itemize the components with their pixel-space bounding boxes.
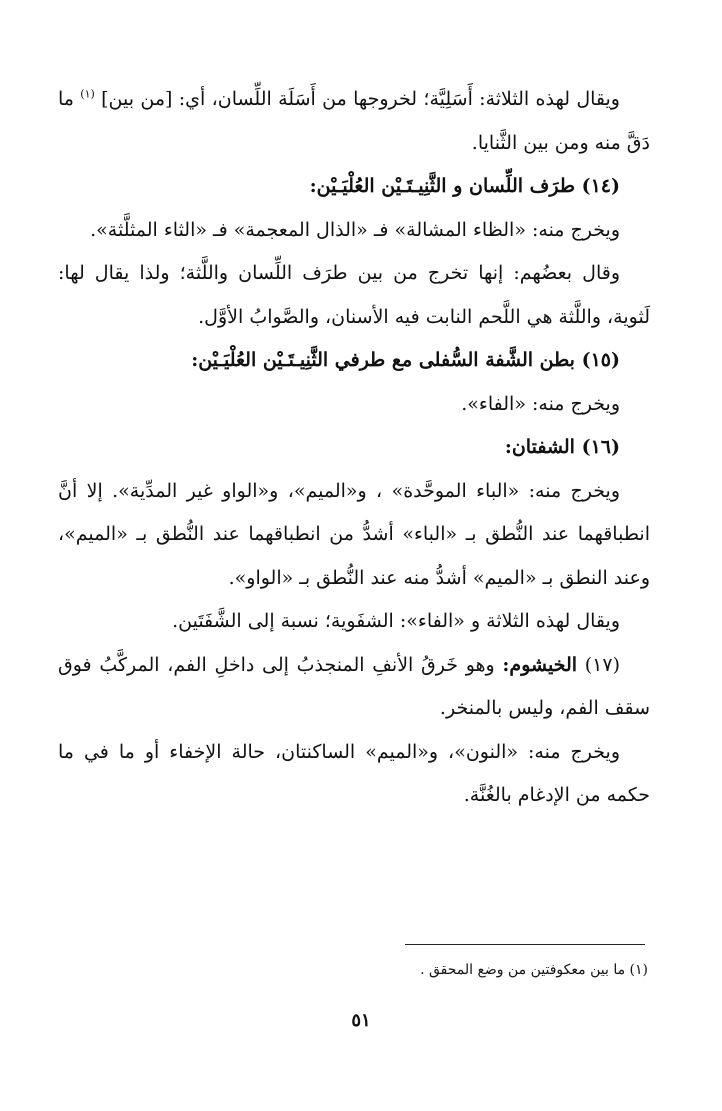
paragraph-14-1: ويخرج منه: «الظاء المشالة» فـ «الذال المعجمة» فـ «الثاء المثلَّثة». xyxy=(90,218,620,241)
paragraph-14-2: وقال بعضُهم: إنها تخرج من بين طرَف اللِّسان واللَّثة؛ ولذا يقال لها: لَثوية، واللَّثة هي اللَّحم النابت فيه الأسنان، والصَّوابُ الأوَّل. xyxy=(58,262,650,328)
paragraph-aslia xyxy=(58,78,650,165)
heading-14: (١٤) طرَف اللِّسان و الثَّنِيـتَـيْن العُلْيَـيْن: xyxy=(309,175,620,197)
footnote: (١) ما بين معكوفتين من وضع المحقق . xyxy=(420,962,648,978)
heading-17-title: الخيشوم: xyxy=(502,653,578,676)
heading-16: (١٦) الشفتان: xyxy=(504,436,620,458)
footnote-divider xyxy=(405,944,645,945)
paragraph-17-definition: وهو خَرقُ الأنفِ المنجذبُ إلى داخلِ الفم، المركَّبُ فوق سقف الفم، وليس بالمنخر. xyxy=(58,653,650,719)
main-text xyxy=(58,78,650,818)
heading-15: (١٥) بطن الشَّفة السُّفلى مع طرفي الثَّنِيـتَـيْن العُلْيَـيْن: xyxy=(191,349,620,371)
paragraph-16-1: ويخرج منه: «الباء الموحَّدة» ، و«الميم»، و«الواو غير المدِّية». إلا أنَّ انطباقهما عند النُّطق بـ «الباء» أشدُّ من انطباقهما عند النُّطق بـ «الميم»، وعند النطق بـ «الميم» أشدُّ منه عند النُّطق بـ «الواو». xyxy=(58,479,650,589)
page-number: ٥١ xyxy=(351,1010,371,1031)
paragraph-aslia-text: ويقال لهذه الثلاثة: أَسَلِيَّة؛ لخروجها من أَسَلَة اللِّسان، أي: [من بين] xyxy=(101,88,620,110)
paragraph-16-2: ويقال لهذه الثلاثة و «الفاء»: الشفَوية؛ نسبة إلى الشَّفَتَين. xyxy=(172,610,620,632)
paragraph-17 xyxy=(58,644,650,731)
paragraph-17-1: ويخرج منه: «النون»، و«الميم» الساكنتان، حالة الإخفاء أو ما في ما حكمه من الإدغام بالغُنَّة. xyxy=(58,740,650,806)
footnote-marker: (١) xyxy=(80,87,95,101)
paragraph-aslia-continuation: ما دَقَّ منه ومن بين الثَّنايا. xyxy=(58,88,650,154)
heading-17-number: (١٧) xyxy=(584,653,621,676)
paragraph-15-1: ويخرج منه: «الفاء». xyxy=(461,392,620,415)
